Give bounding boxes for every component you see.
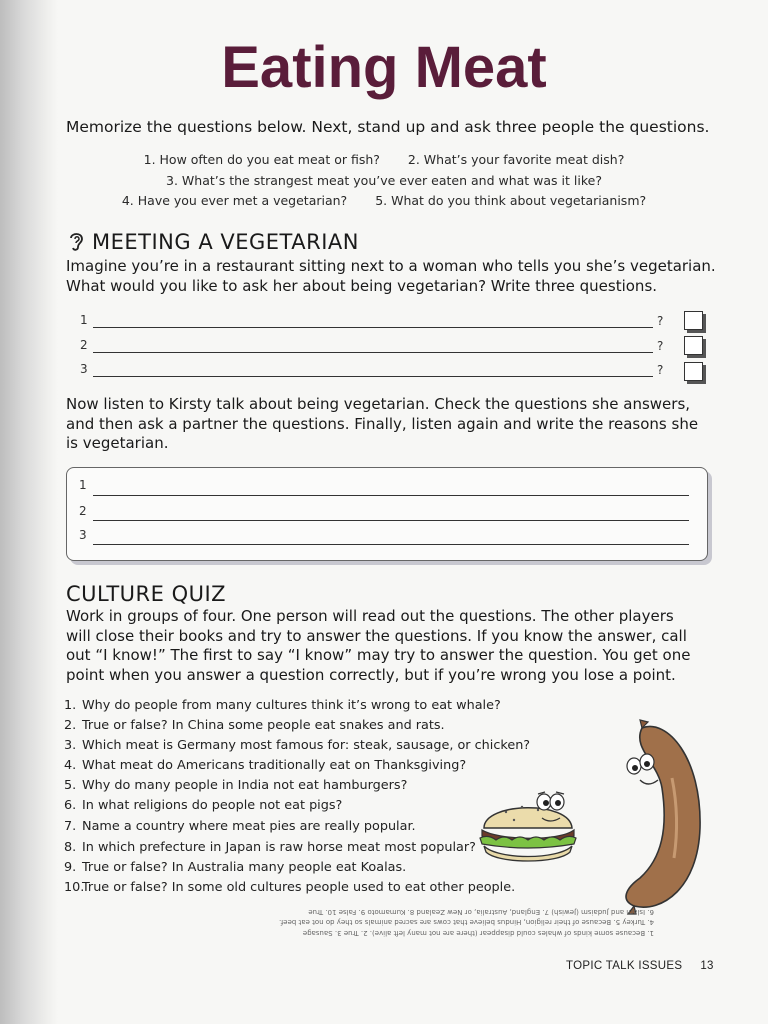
quiz-instruction-line: out “I know!” The first to say “I know” may try to answer the question. You get one [66, 646, 691, 664]
quiz-question: 4. What meat do Americans traditionally eat on Thanksgiving? [64, 758, 467, 773]
answer-line-number: 3 [80, 362, 88, 376]
warmup-question: 3. What’s the strangest meat you’ve ever eaten and what was it like? [166, 173, 602, 188]
hamburger-illustration [478, 790, 578, 865]
reason-line-1[interactable] [93, 495, 689, 496]
listen-line: Now listen to Kirsty talk about being vegetarian. Check the questions she answers, [66, 395, 691, 413]
quiz-question: 3. Which meat is Germany most famous for: steak, sausage, or chicken? [64, 738, 531, 753]
reasons-panel [66, 467, 708, 561]
quiz-question: 6. In what religions do people not eat pigs? [64, 798, 343, 813]
page-number: 13 [700, 960, 714, 972]
question-mark: ? [657, 314, 664, 328]
answer-key-line: 1. Because some kinds of whales could disappear (there are not many left alive). 2. True 3. Sausage [302, 929, 654, 937]
section-heading-meeting [66, 230, 359, 254]
answer-line-3[interactable] [93, 376, 653, 377]
question-mark: ? [657, 339, 664, 353]
meeting-prompt-line: What would you like to ask her about being vegetarian? Write three questions. [66, 276, 658, 295]
sausage-illustration [612, 718, 712, 923]
checkbox-3[interactable] [684, 362, 703, 381]
question-mark: ? [657, 363, 664, 377]
quiz-question: 10.True or false? In some old cultures people used to eat other people. [64, 880, 516, 895]
warmup-question-row [0, 152, 768, 167]
page-title: Eating Meat [221, 35, 547, 100]
quiz-instruction-line: point when you answer a question correctly, but if you’re wrong you lose a point. [66, 665, 676, 684]
reason-number: 1 [79, 478, 87, 492]
answer-key-line: 6. Islam and Judaism (Jewish) 7. England, Australia, or New Zealand 8. Kumamoto 9. False 10. True [308, 908, 654, 916]
quiz-question: 1. Why do people from many cultures think it’s wrong to eat whale? [64, 698, 501, 713]
quiz-instruction-line: will close their books and try to answer the questions. If you know the answer, call [66, 626, 687, 645]
answer-line-number: 1 [80, 313, 88, 327]
quiz-instructions [66, 607, 734, 685]
page-footer [566, 960, 714, 972]
quiz-question: 5. Why do many people in India not eat hamburgers? [64, 778, 408, 793]
meeting-prompt [66, 257, 734, 296]
footer-label: TOPIC TALK ISSUES [566, 960, 683, 972]
reason-number: 3 [79, 528, 87, 542]
quiz-question: 9. True or false? In Australia many people eat Koalas. [64, 860, 407, 875]
warmup-question: 2. What’s your favorite meat dish? [407, 152, 625, 167]
quiz-question: 2. True or false? In China some people eat snakes and rats. [64, 718, 445, 733]
warmup-question: 1. How often do you eat meat or fish? [143, 152, 380, 167]
listen-line: and then ask a partner the questions. Finally, listen again and write the reasons she [66, 414, 699, 433]
ear-icon [66, 230, 86, 252]
answer-line-2[interactable] [93, 352, 653, 353]
section-heading-quiz: CULTURE QUIZ [66, 582, 227, 606]
listen-instructions [66, 395, 734, 454]
intro-instructions: Memorize the questions below. Next, stand up and ask three people the questions. [66, 118, 710, 136]
reason-number: 2 [79, 504, 87, 518]
meeting-prompt-line: Imagine you’re in a restaurant sitting next to a woman who tells you she’s vegetarian. [66, 257, 716, 275]
checkbox-1[interactable] [684, 311, 703, 330]
warmup-question: 4. Have you ever met a vegetarian? [121, 193, 348, 208]
warmup-question-row [0, 173, 768, 188]
upside-down-answer-key [234, 898, 654, 938]
quiz-instruction-line: Work in groups of four. One person will read out the questions. The other players [66, 607, 674, 625]
reason-line-2[interactable] [93, 520, 689, 521]
listen-line: is vegetarian. [66, 434, 169, 452]
warmup-question-row [0, 193, 768, 208]
section-heading-text: MEETING A VEGETARIAN [92, 230, 359, 254]
reason-line-3[interactable] [93, 544, 689, 545]
checkbox-2[interactable] [684, 336, 703, 355]
answer-key-line: 4. Turkey 5. Because of their religion, Hindus believe that cows are sacred animals so they do not eat beef. [279, 918, 654, 927]
warmup-question: 5. What do you think about vegetarianism? [375, 193, 647, 208]
answer-line-number: 2 [80, 338, 88, 352]
quiz-question: 8. In which prefecture in Japan is raw horse meat most popular? [64, 840, 476, 855]
quiz-question: 7. Name a country where meat pies are really popular. [64, 819, 416, 834]
answer-line-1[interactable] [93, 327, 653, 328]
